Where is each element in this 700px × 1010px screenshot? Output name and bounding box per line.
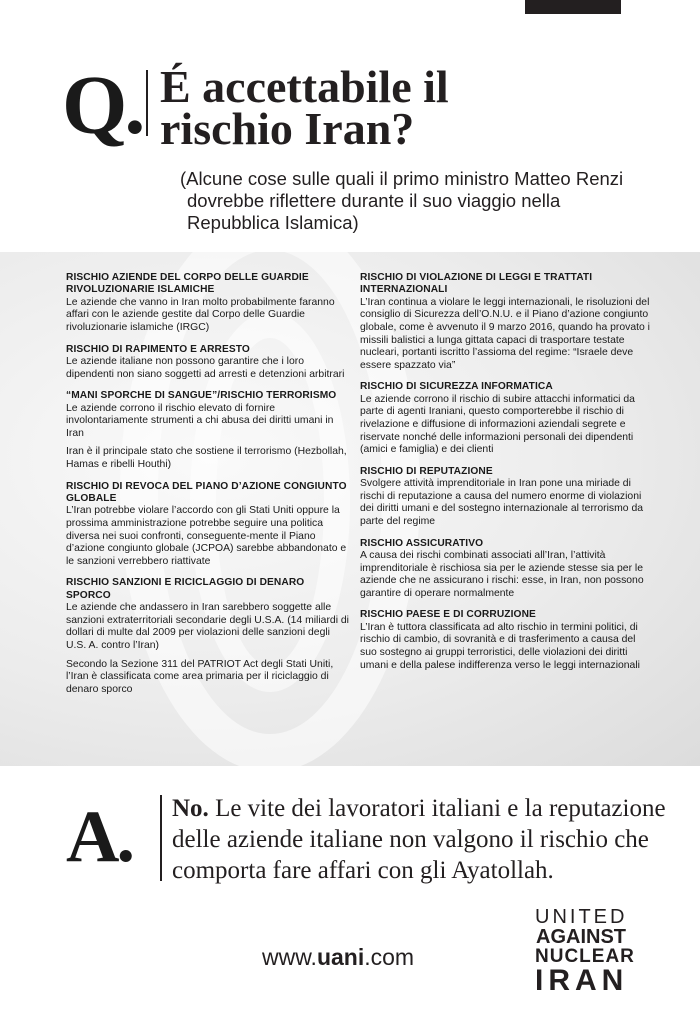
risk-heading: RISCHIO DI REVOCA DEL PIANO D’AZIONE CONGIUNTO GLOBALE xyxy=(66,480,347,504)
logo-line: AGAINST xyxy=(536,926,626,948)
url-domain: uani xyxy=(316,944,365,970)
risk-section xyxy=(360,466,652,529)
risk-heading: RISCHIO DI VIOLAZIONE DI LEGGI E TRATTATI INTERNAZIONALI xyxy=(360,272,593,296)
risk-description: Le aziende italiane non possono garantire che i loro dipendenti non siano soggetti ad arresti e detenzioni arbitrari xyxy=(66,356,345,380)
risk-description: Le aziende che andassero in Iran sarebbero soggette alle sanzioni extraterritoriali secondarie degli U.S.A. (14 miliardi di dollari di multe dal 2009 per violazioni delle sanzioni degli U.S. A. contro l’Iran) xyxy=(66,602,349,651)
subtitle-line: dovrebbe riflettere durante il suo viaggio nella xyxy=(187,190,561,211)
title-line: É accettabile il xyxy=(160,61,449,112)
risk-heading: RISCHIO PAESE E DI CORRUZIONE xyxy=(360,609,536,621)
risk-description: Le aziende che vanno in Iran molto probabilmente faranno affari con le aziende gestite dal Corpo delle Guardie rivoluzionarie islamiche (IRGC) xyxy=(66,296,335,333)
risk-description: Secondo la Sezione 311 del PATRIOT Act degli Stati Uniti, l’Iran è classificata come area primaria per il riciclaggio di denaro sporco xyxy=(66,658,334,695)
risk-section xyxy=(360,381,652,456)
page-title xyxy=(160,61,449,154)
top-black-bar xyxy=(525,0,621,14)
q-letter: Q. xyxy=(62,59,143,152)
risk-heading: RISCHIO DI REPUTAZIONE xyxy=(360,465,493,477)
risk-section xyxy=(360,538,652,601)
uani-logo xyxy=(535,906,635,997)
risk-section xyxy=(66,344,350,382)
subtitle xyxy=(180,168,630,234)
risk-heading: “MANI SPORCHE DI SANGUE”/RISCHIO TERRORISMO xyxy=(66,390,337,402)
answer-divider xyxy=(160,795,162,881)
risk-heading: RISCHIO SANZIONI E RICICLAGGIO DI DENARO SPORCO xyxy=(66,577,305,601)
risk-section xyxy=(66,272,350,335)
risk-description: Svolgere attività imprenditoriale in Iran pone una miriade di rischi di reputazione a causa del numero enorme di violazioni dei diritti umani e del sostegno internazionale al terrorismo da parte del regime xyxy=(360,478,644,527)
risk-section xyxy=(66,390,350,471)
risk-heading: RISCHIO DI RAPIMENTO E ARRESTO xyxy=(66,343,250,355)
risk-section xyxy=(360,272,652,372)
url-suffix: .com xyxy=(364,944,415,970)
risk-heading: RISCHIO ASSICURATIVO xyxy=(360,537,484,549)
title-divider xyxy=(146,70,148,136)
logo-line: IRAN xyxy=(535,964,629,997)
risk-description: A causa dei rischi combinati associati all’Iran, l’attività imprenditoriale è rischiosa sia per le aziende stesse sia per le aziende che ne assicurano i rischi: esse, in Iran, non possono garantire di operare normalmente xyxy=(360,549,644,599)
a-letter: A. xyxy=(66,796,132,878)
risk-heading: RISCHIO DI SICUREZZA INFORMATICA xyxy=(360,381,553,393)
url-prefix: www. xyxy=(262,944,317,970)
subtitle-line: Repubblica Islamica) xyxy=(187,212,359,233)
risk-description: Le aziende corrono il rischio di subire attacchi informatici da parte di agenti Iraniani, questo comporterebbe il rischio di rivelazione e diffusione di informazioni aziendali segrete e riservate nonché delle informazioni personali dei dipendenti (amici e famiglia) e dei clienti xyxy=(360,393,635,456)
logo-line: NUCLEAR xyxy=(535,946,635,967)
risk-description: Le aziende corrono il rischio elevato di fornire involontariamente strumenti a chi abusa dei diritti umani in Iran xyxy=(66,402,334,439)
risk-panel xyxy=(0,252,700,766)
risk-heading: RISCHIO AZIENDE DEL CORPO DELLE GUARDIE RIVOLUZIONARIE ISLAMICHE xyxy=(66,272,309,296)
title-line: rischio Iran? xyxy=(160,103,415,154)
left-column xyxy=(66,272,350,705)
risk-section xyxy=(66,577,350,696)
answer-no: No. xyxy=(172,795,209,822)
risk-description: Iran è il principale stato che sostiene il terrorismo (Hezbollah, Hamas e ribelli Houthi) xyxy=(66,446,347,470)
subtitle-line: (Alcune cose sulle quali il primo ministro Matteo Renzi xyxy=(180,168,624,189)
risk-description: L’Iran potrebbe violare l’accordo con gli Stati Uniti oppure la prossima amministrazione potrebbe seguire una politica diversa nei suoi confronti, conseguente-mente il Piano d’azione congiunto globale (JCPOA) sarebbe abbandonato e le sanzioni verrebbero riattivate xyxy=(66,505,347,567)
risk-description: L’Iran è tuttora classificata ad alto rischio in termini politici, di rischio di cambio, di sovranità e di trasferimento a causa del suo sostegno ai gruppi terroristici, delle violazioni dei diritti umani e della palese indifferenza verso le leggi internazionali xyxy=(360,621,640,671)
website-link[interactable] xyxy=(262,944,414,971)
right-column xyxy=(360,272,652,681)
logo-line: UNITED xyxy=(535,906,628,928)
risk-section xyxy=(66,481,350,569)
answer-text xyxy=(172,793,672,886)
answer-body: Le vite dei lavoratori italiani e la reputazione delle aziende italiane non valgono il rischio che comporta fare affari con gli Ayatollah. xyxy=(172,795,666,884)
risk-description: L’Iran continua a violare le leggi internazionali, le risoluzioni del consiglio di Sicurezza dell’O.N.U. e il Piano d’azione congiunto globale, come è avvenuto il 9 marzo 2016, quando ha provato i missili balistici a lunga gittata capaci di trasportare testate nucleari, portanti iscritto l’assioma del regime: “Israele deve essere spazzato via” xyxy=(360,296,650,371)
risk-section xyxy=(360,609,652,672)
